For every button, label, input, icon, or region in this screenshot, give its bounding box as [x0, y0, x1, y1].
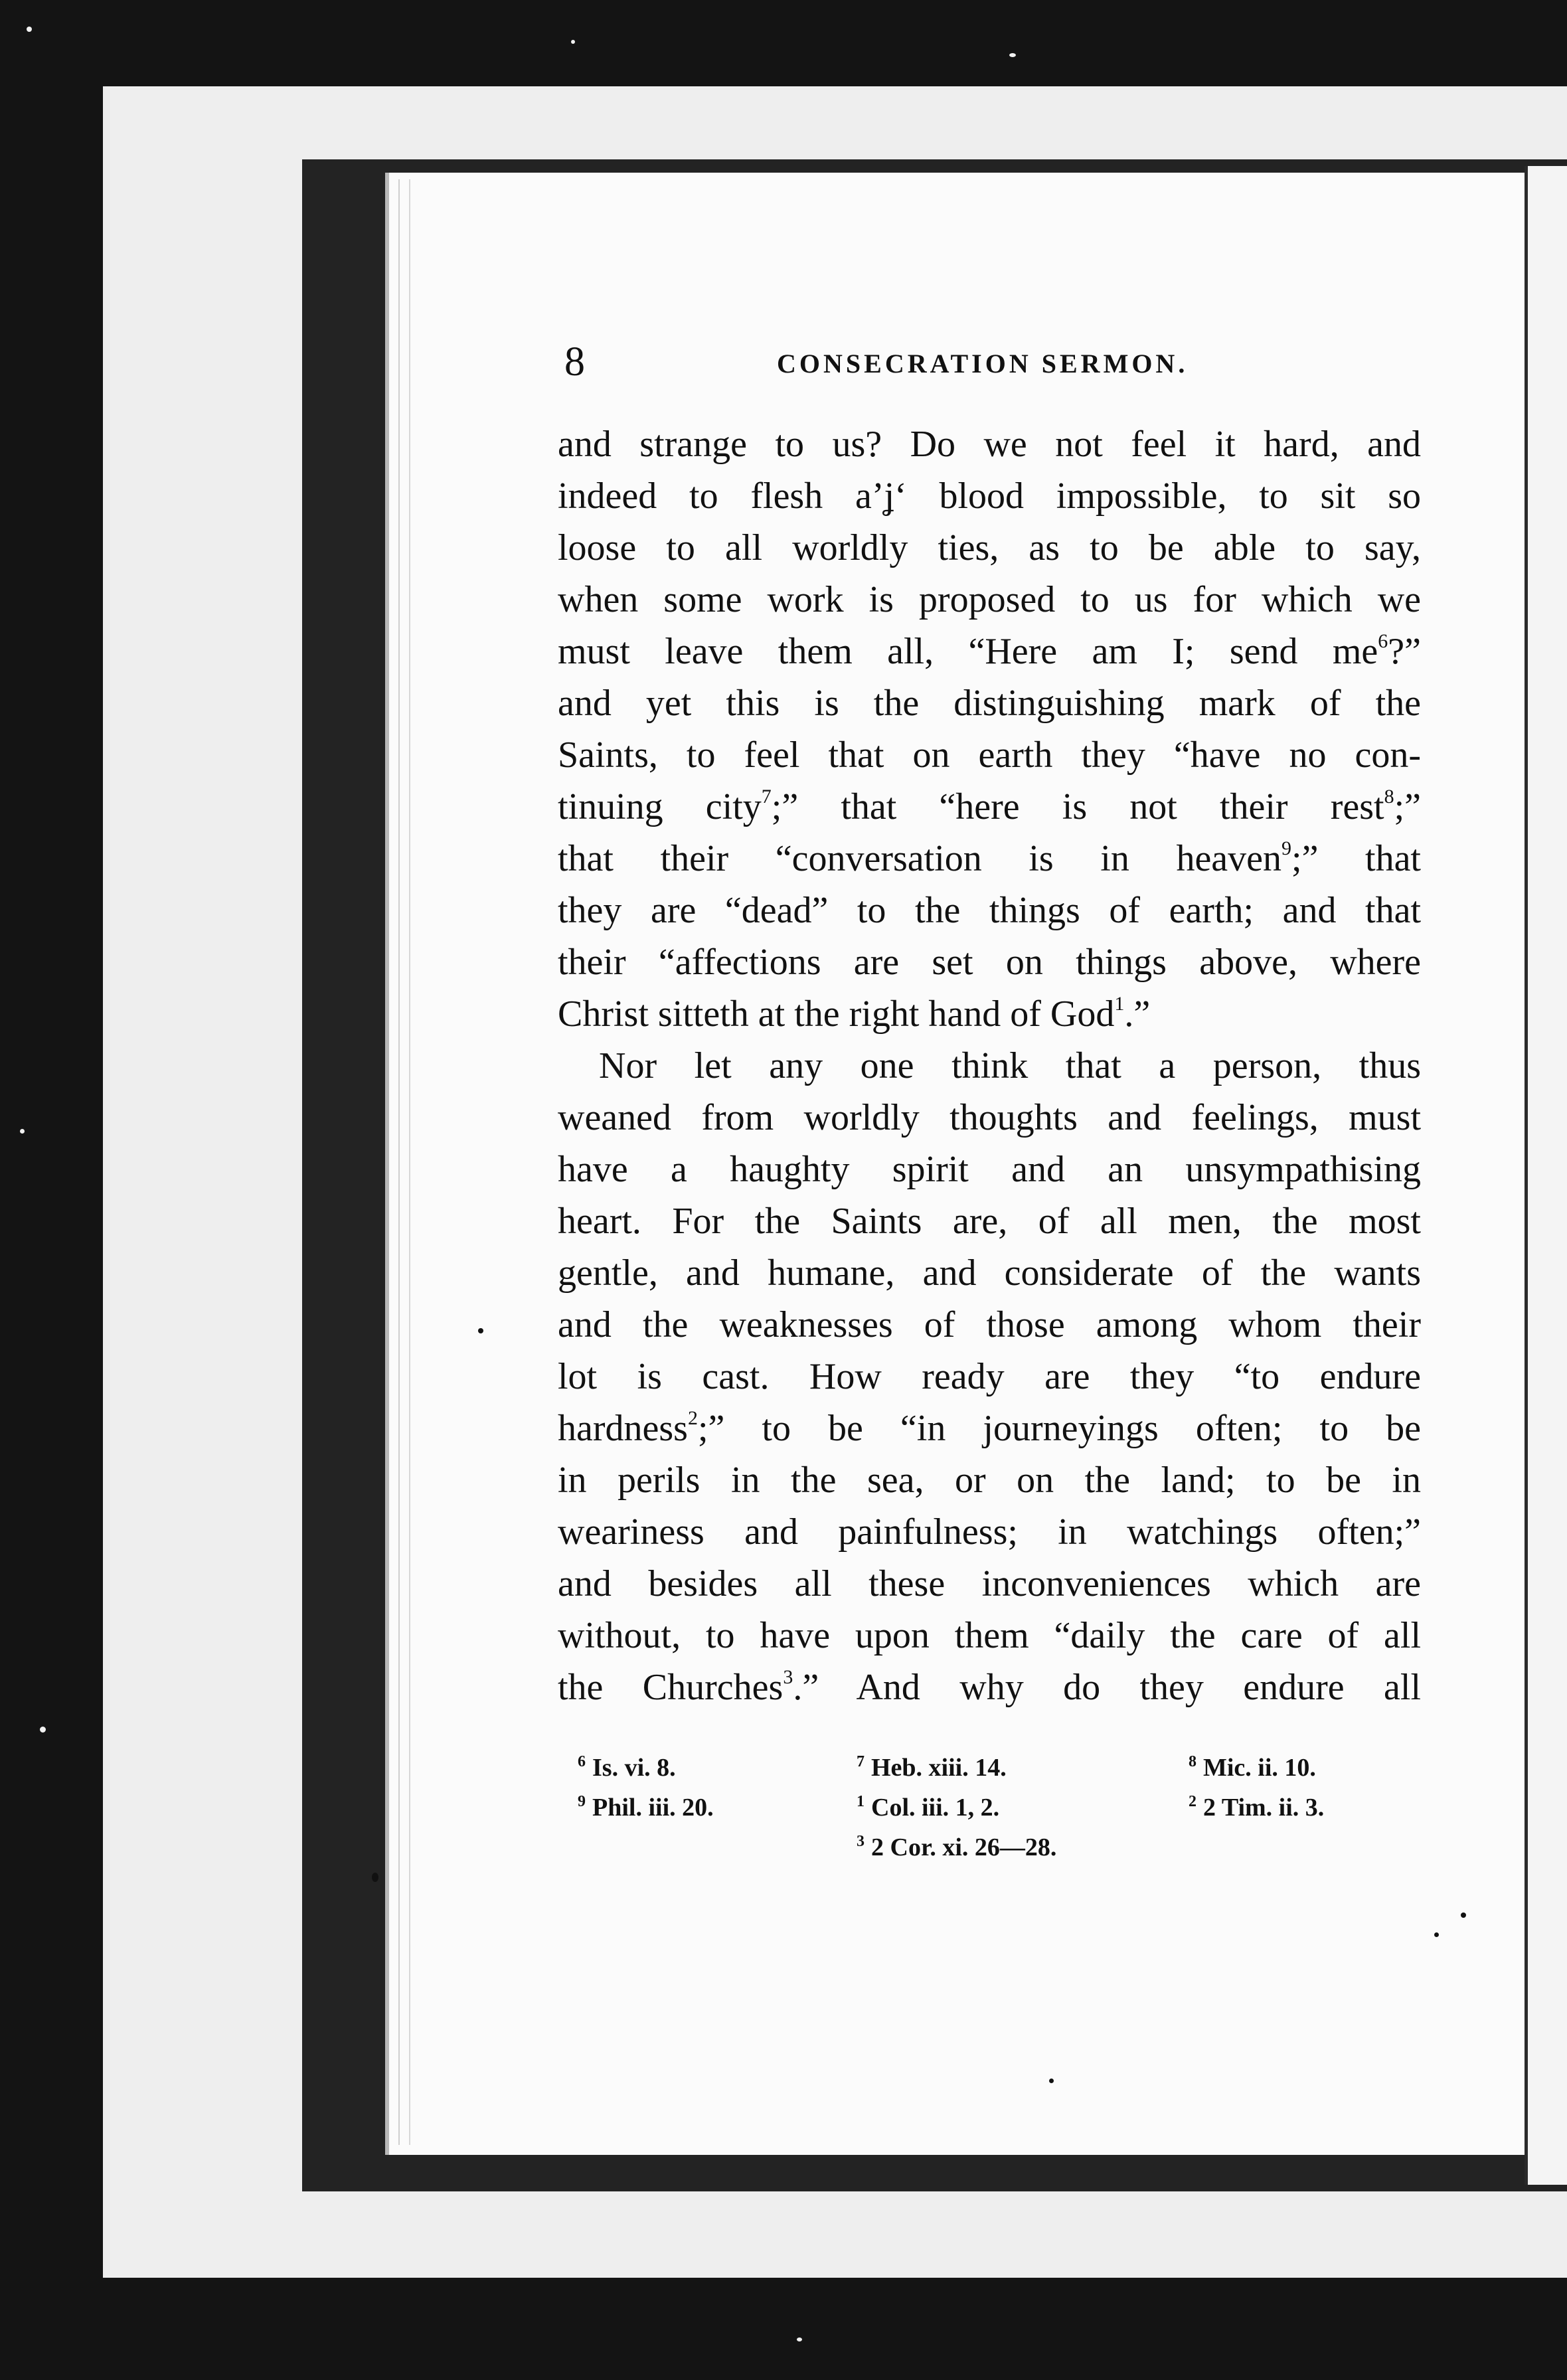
text-segment: and strange to us? Do we not feel it hard, and [558, 424, 1421, 465]
text-segment: lot is cast. How ready are they “to endure [558, 1356, 1421, 1397]
text-segment: weariness and painfulness; in watchings often;” [558, 1511, 1421, 1553]
text-segment: loose to all worldly ties, as to be able to say, [558, 527, 1421, 568]
scan-speck [1009, 53, 1016, 57]
footnote-text: Is. vi. 8. [592, 1754, 676, 1782]
text-line [558, 574, 1421, 626]
text-segment: their “affections are set on things above, where [558, 942, 1421, 983]
footnote-text: Col. iii. 1, 2. [871, 1794, 1000, 1822]
text-segment: have a haughty spirit and an unsympathising [558, 1149, 1421, 1190]
running-head: CONSECRATION SERMON. [777, 349, 1189, 379]
footnote-item [578, 1753, 676, 1782]
scan-speck [372, 1873, 378, 1882]
text-segment: ;” [1394, 786, 1421, 827]
text-line [558, 1040, 1421, 1092]
text-segment: ;” to be “in journeyings often; to be [697, 1408, 1421, 1449]
scan-speck [1461, 1912, 1466, 1918]
text-segment: hardness [558, 1408, 688, 1449]
text-segment: in perils in the sea, or on the land; to be in [558, 1460, 1421, 1501]
footnote-mark: 8 [1189, 1753, 1196, 1770]
text-segment: and the weaknesses of those among whom their [558, 1304, 1421, 1345]
footnote-text: Heb. xiii. 14. [871, 1754, 1007, 1782]
scan-speck [571, 40, 575, 44]
footnote-reference: 9 [1281, 837, 1292, 859]
footnote-mark: 6 [578, 1753, 586, 1770]
page-number: 8 [564, 339, 585, 384]
text-line [558, 1351, 1421, 1402]
text-segment: and besides all these inconveniences which are [558, 1563, 1421, 1604]
footnote-reference: 7 [761, 786, 772, 808]
text-segment: ;” that “here is not their rest [771, 786, 1384, 827]
footnote-reference: 2 [687, 1407, 698, 1429]
text-segment: and yet this is the distinguishing mark of the [558, 683, 1421, 724]
text-segment: .” And why do they endure all [793, 1667, 1421, 1708]
scan-speck [40, 1727, 46, 1733]
scan-speck [20, 1129, 25, 1134]
text-segment: Nor let any one think that a person, thus [599, 1045, 1421, 1086]
text-line [558, 418, 1421, 470]
footnote-item [1189, 1793, 1324, 1822]
text-line [558, 1299, 1421, 1351]
text-segment: that their “conversation is in heaven [558, 838, 1282, 879]
text-segment: ?” [1388, 631, 1421, 672]
footnote-mark: 7 [857, 1753, 865, 1770]
text-segment: .” [1124, 993, 1151, 1035]
text-line [558, 1144, 1421, 1195]
body-text [558, 418, 1421, 1713]
footnote-text: Phil. iii. 20. [592, 1794, 714, 1822]
text-line [558, 1454, 1421, 1506]
footnote-mark: 2 [1189, 1793, 1196, 1810]
footnote-item [857, 1753, 1007, 1782]
footnote-reference: 8 [1384, 786, 1394, 808]
text-segment: tinuing city [558, 786, 762, 827]
text-line [558, 1402, 1421, 1454]
text-segment: Saints, to feel that on earth they “have no con- [558, 734, 1421, 776]
text-segment: indeed to flesh a’ʝʻ blood impossible, to sit so [558, 475, 1421, 517]
footnote-reference: 1 [1114, 993, 1125, 1015]
footnotes [578, 1753, 1408, 1886]
footnote-item [578, 1793, 714, 1822]
text-segment: when some work is proposed to us for which we [558, 579, 1421, 620]
text-line [558, 522, 1421, 574]
text-line [558, 1247, 1421, 1299]
text-line [558, 1195, 1421, 1247]
scan-speck [797, 2338, 802, 2341]
footnote-text: 2 Tim. ii. 3. [1203, 1794, 1325, 1822]
text-segment: must leave them all, “Here am I; send me [558, 631, 1378, 672]
footnote-mark: 1 [857, 1793, 865, 1810]
footnote-item [857, 1833, 1056, 1862]
text-line [558, 626, 1421, 677]
text-line [558, 677, 1421, 729]
text-segment: weaned from worldly thoughts and feelings, must [558, 1097, 1421, 1138]
text-line [558, 729, 1421, 781]
footnote-reference: 6 [1378, 630, 1388, 652]
text-line [558, 470, 1421, 522]
text-segment: without, to have upon them “daily the care of all [558, 1615, 1421, 1656]
footnote-reference: 3 [783, 1666, 793, 1688]
text-line [558, 1506, 1421, 1558]
footnote-text: Mic. ii. 10. [1203, 1754, 1316, 1782]
footnote-item [1189, 1753, 1316, 1782]
scan-speck [27, 27, 32, 32]
text-line [558, 781, 1421, 833]
text-line [558, 1661, 1421, 1713]
text-line [558, 988, 1421, 1040]
text-line [558, 936, 1421, 988]
page-header [564, 339, 1408, 385]
text-line [558, 1558, 1421, 1610]
text-segment: Christ sitteth at the right hand of God [558, 993, 1115, 1035]
text-segment: gentle, and humane, and considerate of the wants [558, 1252, 1421, 1294]
footnote-mark: 3 [857, 1833, 865, 1850]
text-line [558, 885, 1421, 936]
footnote-item [857, 1793, 999, 1822]
facing-page-edge [1525, 166, 1567, 2185]
text-segment: ;” that [1291, 838, 1421, 879]
scan-speck [478, 1328, 483, 1333]
text-segment: heart. For the Saints are, of all men, the most [558, 1201, 1421, 1242]
footnote-text: 2 Cor. xi. 26—28. [871, 1833, 1057, 1861]
text-line [558, 833, 1421, 885]
text-segment: the Churches [558, 1667, 784, 1708]
page-gutter [398, 179, 410, 2145]
scan-speck [1049, 2079, 1054, 2083]
footnote-mark: 9 [578, 1793, 586, 1810]
text-line [558, 1092, 1421, 1144]
text-segment: they are “dead” to the things of earth; and that [558, 890, 1421, 931]
text-line [558, 1610, 1421, 1661]
scan-speck [1434, 1932, 1439, 1937]
